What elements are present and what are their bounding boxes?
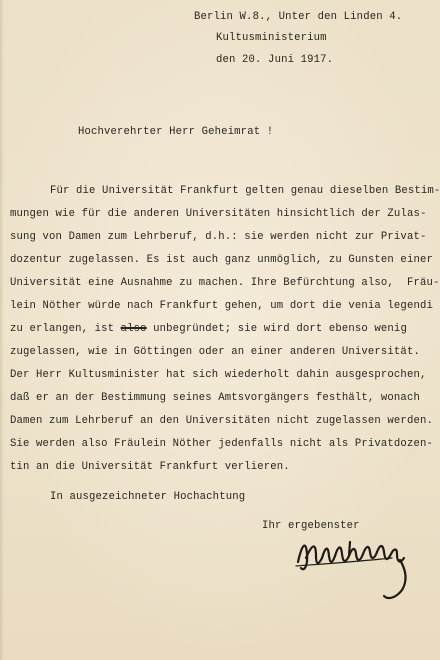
header-address: Berlin W.8., Unter den Linden 4. [194, 11, 403, 23]
page-edge-shadow [0, 0, 4, 660]
body-line-9: Der Herr Kultusminister hat sich wiederholt dahin ausgesprochen, [10, 369, 427, 381]
body-line-10: daß er an der Bestimmung seines Amtsvorgängers festhält, wonach [10, 392, 420, 404]
body-line-11: Damen zum Lehrberuf an den Universitäten nicht zugelassen werden. [10, 415, 433, 427]
body-line-4: dozentur zugelassen. Es ist auch ganz unmöglich, zu Gunsten einer [10, 254, 433, 266]
struck-word: also [120, 323, 147, 335]
header-ministry: Kultusministerium [216, 32, 327, 44]
closing: In ausgezeichneter Hochachtung [50, 491, 246, 503]
body-line-7 [10, 324, 407, 335]
body-line-7-start: zu erlangen, ist [10, 323, 121, 335]
body-line-1: Für die Universität Frankfurt gelten genau dieselben Bestim- [50, 185, 440, 197]
body-line-7-end: unbegründet; sie wird dort ebenso wenig [146, 323, 407, 335]
body-line-12: Sie werden also Fräulein Nöther jedenfalls nicht als Privatdozen- [10, 438, 433, 450]
salutation: Hochverehrter Herr Geheimrat ! [78, 126, 274, 138]
body-line-6: lein Nöther würde nach Frankfurt gehen, um dort die venia legendi [10, 300, 433, 312]
handwritten-signature [292, 514, 422, 606]
body-line-5: Universität eine Ausnahme zu machen. Ihre Befürchtung also, Fräu- [10, 277, 440, 289]
body-line-2: mungen wie für die anderen Universitäten hinsichtlich der Zulas- [10, 208, 427, 220]
body-line-13: tin an die Universität Frankfurt verlieren. [10, 461, 290, 473]
body-line-8: zugelassen, wie in Göttingen oder an einer anderen Universität. [10, 346, 420, 358]
valediction: Ihr ergebenster [262, 520, 360, 532]
header-date: den 20. Juni 1917. [216, 54, 334, 66]
body-line-3: sung von Damen zum Lehrberuf, d.h.: sie werden nicht zur Privat- [10, 231, 427, 243]
